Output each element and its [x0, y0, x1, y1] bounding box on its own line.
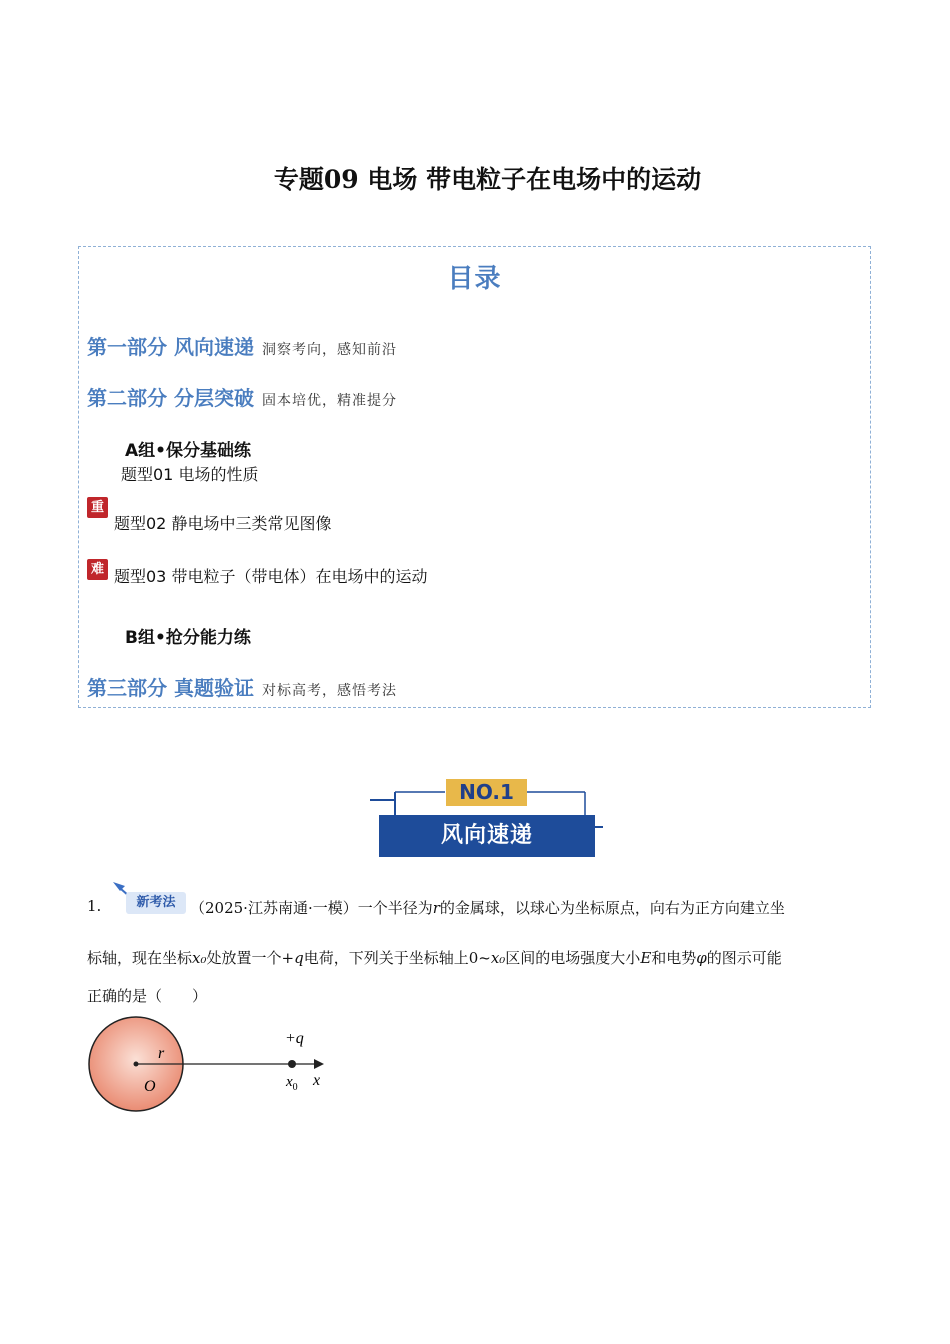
badge-difficult: 难: [87, 559, 108, 580]
toc-part-3[interactable]: [87, 672, 397, 701]
question-line-1: （2025·江苏南通·一模）一个半径为r的金属球，以球心为坐标原点，向右为正方向建立坐: [190, 899, 785, 917]
axis-label: x: [313, 1072, 321, 1089]
toc-group-a[interactable]: A组•保分基础练: [125, 441, 252, 461]
charge-dot: [288, 1060, 296, 1068]
toc-heading: 目录: [447, 264, 502, 294]
toc-item-2[interactable]: 题型02 静电场中三类常见图像: [114, 514, 332, 533]
axis-arrow-icon: [314, 1059, 324, 1069]
section-number: NO.1: [446, 779, 527, 806]
toc-item-1[interactable]: 题型01 电场的性质: [121, 465, 259, 484]
new-method-tag: 新考法: [126, 892, 186, 914]
sphere-center-dot: [134, 1062, 139, 1067]
toc-part-2[interactable]: [87, 382, 397, 411]
toc-part-2-label: 第二部分 分层突破: [87, 386, 254, 410]
question-line-3: 正确的是（ ）: [87, 987, 208, 1005]
charge-label: +q: [285, 1030, 304, 1047]
badge-important: 重: [87, 497, 108, 518]
page-title: 专题09 电场 带电粒子在电场中的运动: [273, 165, 702, 194]
radius-label: r: [158, 1045, 165, 1062]
toc-item-3[interactable]: 题型03 带电粒子（带电体）在电场中的运动: [114, 567, 428, 586]
origin-label: O: [144, 1078, 156, 1095]
question-line-2: 标轴，现在坐标x₀处放置一个+q电荷，下列关于坐标轴上0~x₀区间的电场强度大小E和电势φ的图示可能: [87, 949, 782, 967]
toc-group-b[interactable]: B组•抢分能力练: [125, 628, 251, 648]
toc-part-3-sub: 对标高考，感悟考法: [261, 683, 397, 699]
section-title: 风向速递: [379, 815, 595, 857]
question-index: 1.: [87, 897, 102, 915]
charge-position-label: $x_0$: [286, 1074, 298, 1093]
sphere-charge-figure: [80, 1015, 340, 1120]
toc-part-1[interactable]: [87, 331, 397, 360]
toc-part-1-label: 第一部分 风向速递: [87, 335, 254, 359]
toc-part-2-sub: 固本培优，精准提分: [261, 393, 397, 409]
toc-part-1-sub: 洞察考向，感知前沿: [261, 342, 397, 358]
toc-part-3-label: 第三部分 真题验证: [87, 676, 254, 700]
